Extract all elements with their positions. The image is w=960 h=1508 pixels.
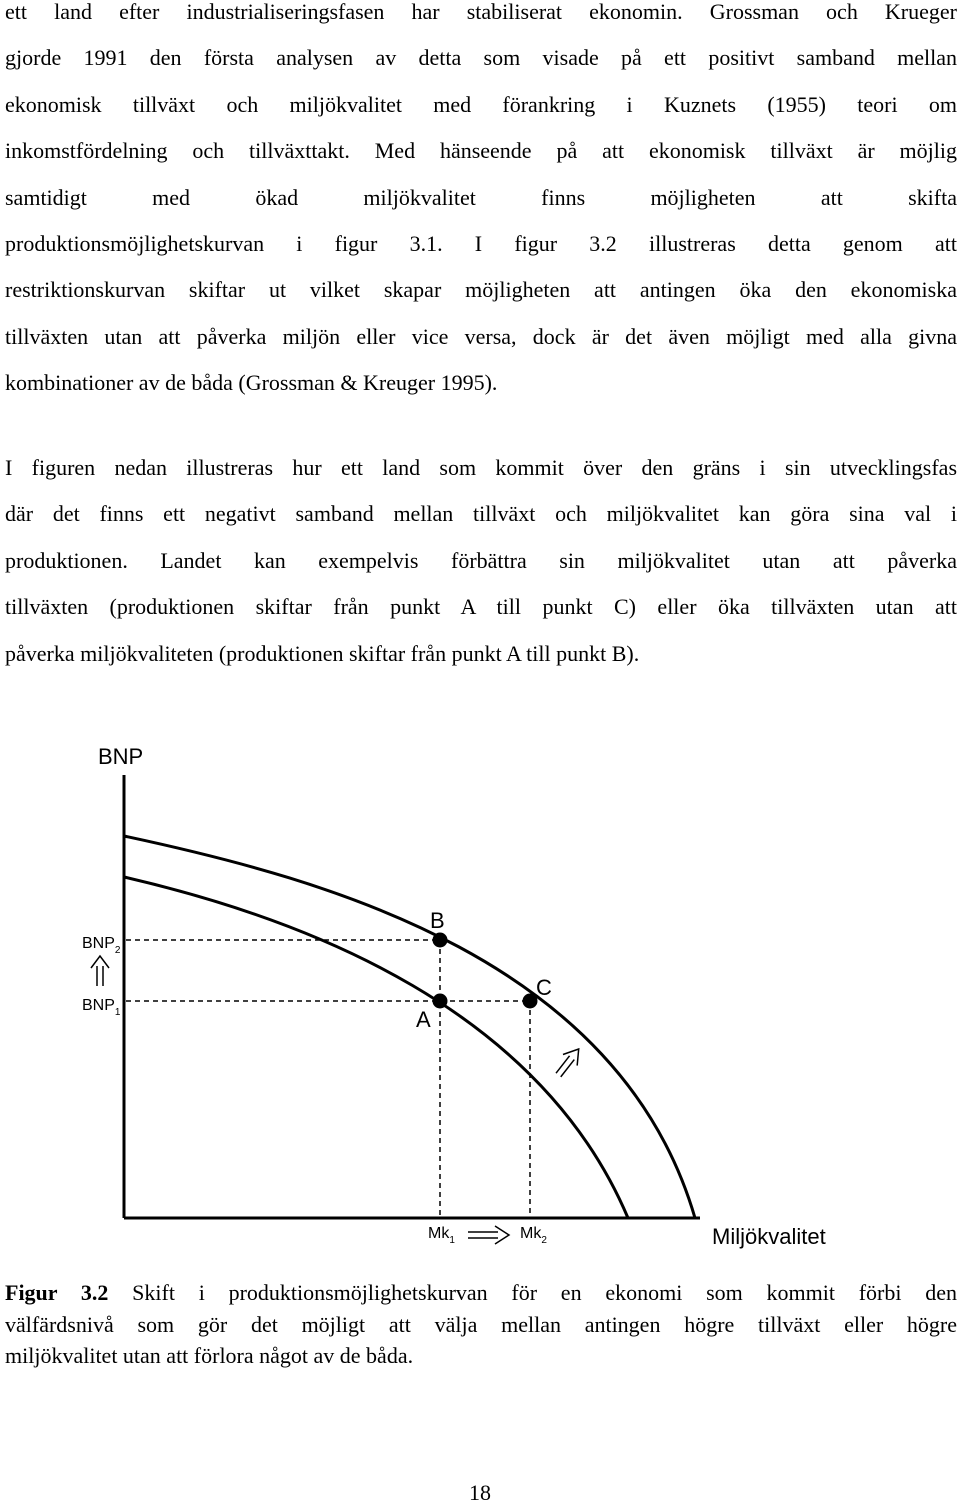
- paragraph-line: där det finns ett negativt samband mellan tillväxt och miljökvalitet kan göra sina val i: [5, 501, 957, 527]
- bnp2-label: $BNP_2$: [82, 935, 121, 956]
- paragraph-1: [5, 0, 957, 415]
- inner-ppf-curve: [124, 877, 628, 1218]
- point-a-marker: [433, 994, 448, 1009]
- outer-ppf-curve: [124, 836, 695, 1218]
- paragraph-line: restriktionskurvan skiftar ut vilket skapar möjligheten att antingen öka den ekonomiska: [5, 277, 957, 303]
- point-b-marker: [433, 933, 448, 948]
- double-arrow-diagonal-icon: [551, 1043, 586, 1080]
- paragraph-line: ekonomisk tillväxt och miljökvalitet med förankring i Kuznets (1955) teori om: [5, 91, 957, 117]
- double-arrow-right-icon: [468, 1226, 509, 1244]
- point-b-label: B: [430, 908, 445, 933]
- x-axis-label: Miljökvalitet: [712, 1224, 826, 1249]
- caption-line: miljökvalitet utan att förlora något av de båda.: [5, 1343, 414, 1368]
- point-c-label: C: [536, 975, 552, 1000]
- paragraph-line: gjorde 1991 den första analysen av detta som visade på ett positivt samband mellan: [5, 45, 957, 71]
- caption-line: välfärdsnivå som gör det möjligt att välja mellan antingen högre tillväxt eller högre: [5, 1311, 957, 1337]
- mk1-label: $Mk_1$: [428, 1225, 455, 1246]
- paragraph-2: [5, 453, 957, 685]
- paragraph-line: produktionen. Landet kan exempelvis förbättra sin miljökvalitet utan att påverka: [5, 547, 957, 573]
- paragraph-line: samtidigt med ökad miljökvalitet finns möjligheten att skifta: [5, 184, 957, 210]
- paragraph-line: tillväxten (produktionen skiftar från punkt A till punkt C) eller öka tillväxten utan att: [5, 594, 957, 620]
- paragraph-line: kombinationer av de båda (Grossman & Kreuger 1995).: [5, 370, 498, 396]
- caption-line: [5, 1278, 957, 1310]
- caption-label: Figur 3.2: [5, 1280, 109, 1305]
- paragraph-line: inkomstfördelning och tillväxttakt. Med hänseende på att ekonomisk tillväxt är möjlig: [5, 138, 957, 164]
- paragraph-line: påverka miljökvaliteten (produktionen skiftar från punkt A till punkt B).: [5, 640, 640, 666]
- bnp1-label: $BNP_1$: [82, 997, 121, 1018]
- double-arrow-up-icon: [91, 956, 109, 986]
- production-possibility-figure: [0, 728, 960, 1268]
- paragraph-line: I figuren nedan illustreras hur ett land som kommit över den gräns i sin utvecklingsfas: [5, 455, 957, 480]
- mk2-label: $Mk_2$: [520, 1225, 547, 1246]
- figure-caption: [5, 1278, 957, 1373]
- page-number: 18: [469, 1480, 491, 1505]
- paragraph-line: ett land efter industrialiseringsfasen har stabiliserat ekonomin. Grossman och Krueger: [5, 0, 957, 24]
- paragraph-line: tillväxten utan att påverka miljön eller vice versa, dock är det även möjligt med alla givna: [5, 323, 957, 349]
- y-axis-label: BNP: [98, 744, 144, 769]
- caption-text: Skift i produktionsmöjlighetskurvan för en ekonomi som kommit förbi den: [108, 1280, 957, 1305]
- paragraph-line: produktionsmöjlighetskurvan i figur 3.1. I figur 3.2 illustreras detta genom att: [5, 230, 957, 256]
- point-a-label: A: [416, 1007, 431, 1032]
